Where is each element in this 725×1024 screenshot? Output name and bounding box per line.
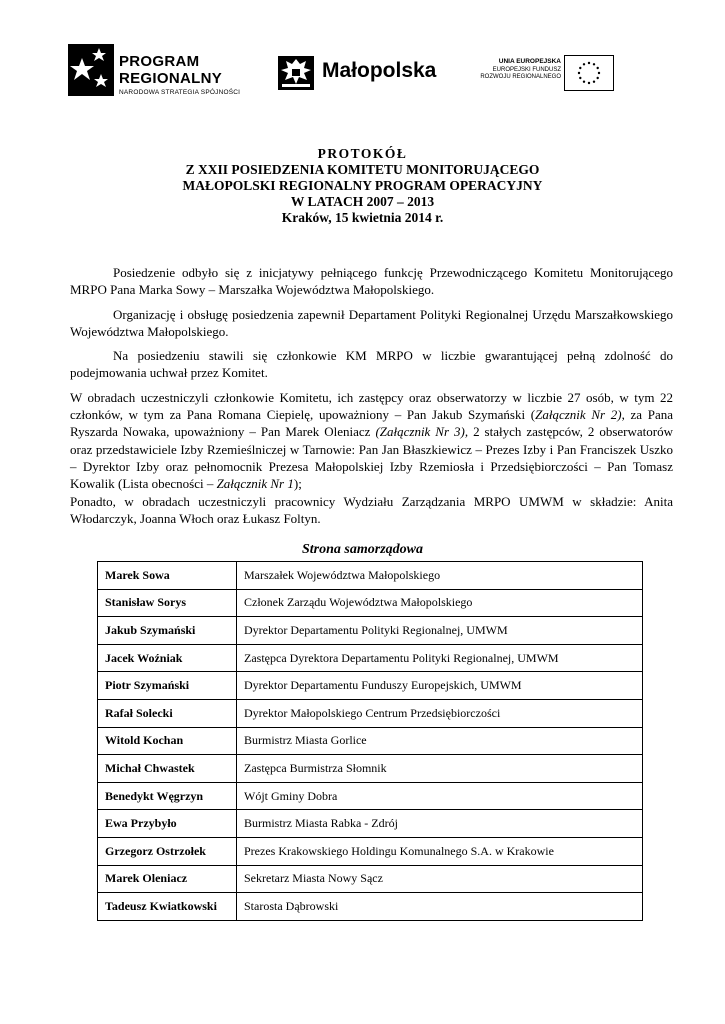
member-role: Zastępca Dyrektora Departamentu Polityki Regionalnej, UMWM: [237, 644, 643, 672]
table-row: [98, 727, 643, 755]
title-line-3: MAŁOPOLSKI REGIONALNY PROGRAM OPERACYJNY: [182, 178, 543, 193]
table-row: [98, 589, 643, 617]
member-name: Benedykt Węgrzyn: [98, 782, 237, 810]
member-name: Piotr Szymański: [98, 672, 237, 700]
malopolska-label: Małopolska: [322, 59, 437, 82]
member-role: Dyrektor Departamentu Funduszy Europejskich, UMWM: [237, 672, 643, 700]
eu-flag-icon: [564, 55, 614, 91]
member-name: Witold Kochan: [98, 727, 237, 755]
protokol-heading: PROTOKÓŁ: [317, 146, 408, 161]
member-role: Burmistrz Miasta Gorlice: [237, 727, 643, 755]
member-role: Sekretarz Miasta Nowy Sącz: [237, 865, 643, 893]
eu-label: UNIA EUROPEJSKA: [498, 58, 561, 65]
strategia-label: NARODOWA STRATEGIA SPÓJNOŚCI: [119, 89, 241, 96]
member-role: Zastępca Burmistrza Słomnik: [237, 755, 643, 783]
member-name: Jacek Woźniak: [98, 644, 237, 672]
member-role: Marszałek Województwa Małopolskiego: [237, 562, 643, 590]
p4-text-d: );: [293, 476, 302, 492]
members-table-body: [98, 562, 643, 921]
paragraph-3: Na posiedzeniu stawili się członkowie KM MRPO w liczbie gwarantującej pełną zdolność do podejmowania uchwał przez Komitet.: [70, 348, 673, 381]
member-name: Rafał Solecki: [98, 699, 237, 727]
member-role: Starosta Dąbrowski: [237, 893, 643, 921]
member-role: Dyrektor Małopolskiego Centrum Przedsiębiorczości: [237, 699, 643, 727]
star-map-icon: [68, 44, 114, 96]
member-role: Dyrektor Departamentu Polityki Regionalnej, UMWM: [237, 617, 643, 645]
logo-header: [0, 0, 725, 110]
member-name: Ewa Przybyło: [98, 810, 237, 838]
table-row: [98, 617, 643, 645]
member-role: Burmistrz Miasta Rabka - Zdrój: [237, 810, 643, 838]
member-name: Stanisław Sorys: [98, 589, 237, 617]
eu-logo: [478, 55, 618, 91]
title-line-4: W LATACH 2007 – 2013: [290, 194, 435, 209]
malopolska-logo: [278, 56, 448, 90]
table-row: [98, 562, 643, 590]
document-title: [0, 146, 725, 226]
member-name: Marek Sowa: [98, 562, 237, 590]
title-line-2: Z XXII POSIEDZENIA KOMITETU MONITORUJĄCEGO: [185, 162, 540, 177]
malopolska-emblem-icon: [278, 56, 314, 90]
member-role: Prezes Krakowskiego Holdingu Komunalnego S.A. w Krakowie: [237, 837, 643, 865]
eu-regional-label: ROZWOJU REGIONALNEGO: [480, 74, 561, 80]
program-regionalny-logo: [68, 44, 268, 104]
member-name: Marek Oleniacz: [98, 865, 237, 893]
member-role: Wójt Gminy Dobra: [237, 782, 643, 810]
section-title: Strona samorządowa: [302, 542, 423, 557]
table-row: [98, 865, 643, 893]
member-name: Jakub Szymański: [98, 617, 237, 645]
title-date: Kraków, 15 kwietnia 2014 r.: [281, 210, 444, 225]
regionalny-label: REGIONALNY: [119, 70, 223, 87]
program-label: PROGRAM: [119, 53, 200, 70]
p4-annex-3: (Załącznik Nr 3),: [375, 424, 469, 440]
p4-annex-1: Załącznik Nr 1: [216, 476, 294, 492]
members-table: [97, 561, 643, 921]
p4-annex-2: Załącznik Nr 2): [535, 407, 622, 423]
member-role: Członek Zarządu Województwa Małopolskiego: [237, 589, 643, 617]
p4-text-c: 2 stałych zastępców, 2 obserwatorów oraz przedstawiciele Izby Rzemieślniczej w Tarnowie: Pan Jan Błaszkiewicz – Prezes Izby i Pan Franciszek Uszko – Dyrektor Izby oraz pełnomocnik Prezesa Małopolskiej Izby Rzemiosła i Przedsiębiorczości – Pan Tomasz Kowalik (Lista obecności –: [70, 424, 674, 492]
table-row: [98, 893, 643, 921]
paragraph-1: Posiedzenie odbyło się z inicjatywy pełniącego funkcję Przewodniczącego Komitetu Monitorującego MRPO Pana Marka Sowy – Marszałka Województwa Małopolskiego.: [70, 265, 673, 298]
p4-text-b: , za Pana Ryszarda Nowaka, upoważniony – Pan Marek Oleniacz: [70, 407, 673, 440]
body-text: [70, 264, 673, 527]
table-row: [98, 672, 643, 700]
member-name: Michał Chwastek: [98, 755, 237, 783]
table-row: [98, 810, 643, 838]
paragraph-5: Ponadto, w obradach uczestniczyli pracownicy Wydziału Zarządzania MRPO UMWM w składzie: Anita Włodarczyk, Joanna Włoch oraz Łukasz Foltyn.: [70, 493, 673, 526]
table-row: [98, 782, 643, 810]
paragraph-2: Organizację i obsługę posiedzenia zapewnił Departament Polityki Regionalnej Urzędu Marszałkowskiego Województwa Małopolskiego.: [70, 306, 673, 339]
paragraph-4: [70, 389, 673, 493]
member-name: Grzegorz Ostrzołek: [98, 837, 237, 865]
table-row: [98, 644, 643, 672]
member-name: Tadeusz Kwiatkowski: [98, 893, 237, 921]
table-row: [98, 699, 643, 727]
table-row: [98, 755, 643, 783]
p4-text-a: W obradach uczestniczyli członkowie Komitetu, ich zastępcy oraz obserwatorzy w liczbie 27 osób, w tym 22 członków, w tym za Pana Romana Ciepielę, upoważniony – Pan Jakub Szymański (: [70, 389, 673, 423]
eu-fund-label: EUROPEJSKI FUNDUSZ: [492, 67, 561, 73]
table-row: [98, 837, 643, 865]
